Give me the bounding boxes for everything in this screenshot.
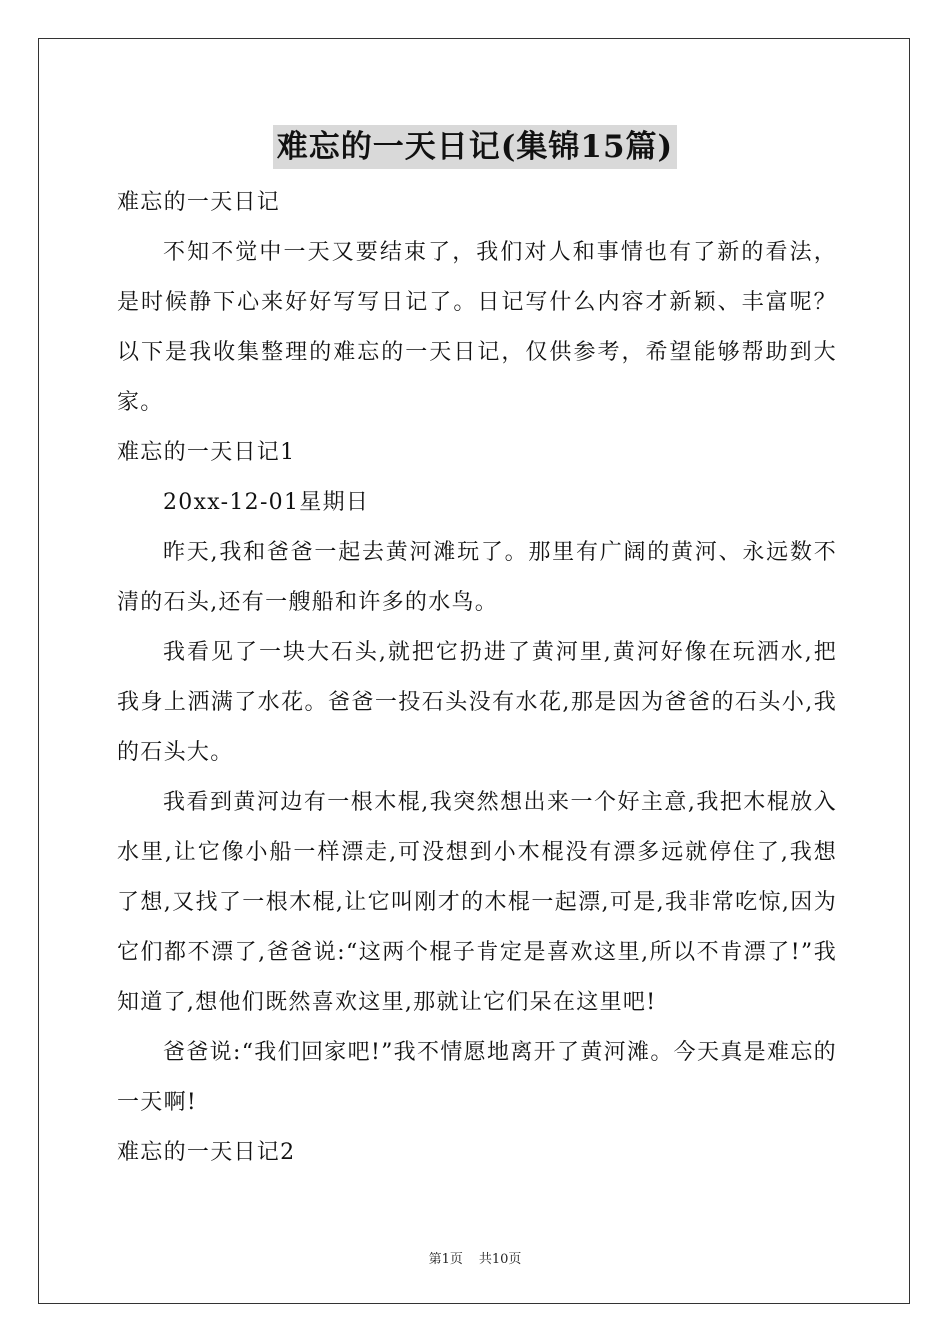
- page-number: 第1页: [428, 1252, 463, 1267]
- body-paragraph: 昨天,我和爸爸一起去黄河滩玩了。那里有广阔的黄河、永远数不清的石头,还有一艘船和许多的水鸟。: [117, 540, 837, 615]
- section-heading: 难忘的一天日记2: [117, 1140, 296, 1165]
- document-title: 难忘的一天日记(集锦15篇): [273, 125, 677, 169]
- section-heading: 难忘的一天日记: [117, 190, 281, 215]
- section-heading: 难忘的一天日记1: [117, 440, 296, 465]
- body-paragraph: 我看见了一块大石头,就把它扔进了黄河里,黄河好像在玩洒水,把我身上洒满了水花。爸爸一投石头没有水花,那是因为爸爸的石头小,我的石头大。: [117, 640, 837, 765]
- intro-paragraph: 不知不觉中一天又要结束了，我们对人和事情也有了新的看法，是时候静下心来好好写写日记了。日记写什么内容才新颖、丰富呢？以下是我收集整理的难忘的一天日记，仅供参考，希望能够帮助到大家。: [117, 240, 837, 415]
- diary-date: 20xx-12-01星期日: [163, 490, 370, 515]
- page-footer: [0, 1248, 950, 1267]
- title-container: [0, 125, 950, 169]
- body-paragraph: 我看到黄河边有一根木棍,我突然想出来一个好主意,我把木棍放入水里,让它像小船一样漂走,可没想到小木棍没有漂多远就停住了,我想了想,又找了一根木棍,让它叫刚才的木棍一起漂,可是,我非常吃惊,因为它们都不漂了,爸爸说:“这两个棍子肯定是喜欢这里,所以不肯漂了!”我知道了,想他们既然喜欢这里,那就让它们呆在这里吧!: [117, 790, 837, 1015]
- document-body: [117, 178, 837, 1178]
- total-pages: 共10页: [478, 1252, 522, 1267]
- body-paragraph: 爸爸说:“我们回家吧!”我不情愿地离开了黄河滩。今天真是难忘的一天啊!: [117, 1040, 837, 1115]
